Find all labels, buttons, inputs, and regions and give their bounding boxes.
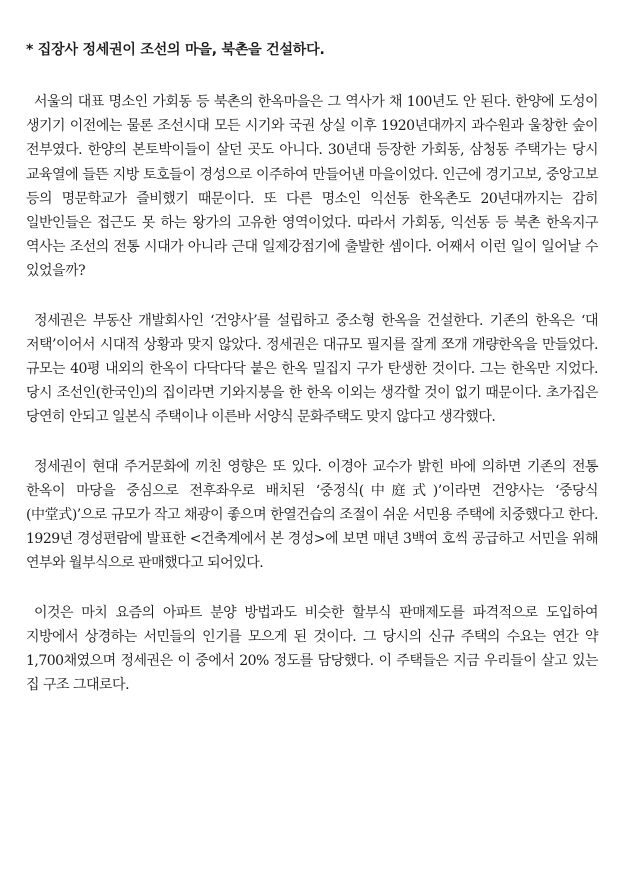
- document-page: [26, 40, 598, 721]
- document-heading: * 집장사 정세권이 조선의 마을, 북촌을 건설하다.: [26, 42, 325, 58]
- paragraph-2: 정세권은 부동산 개발회사인 ‘건양사’를 설립하고 중소형 한옥을 건설한다. 기존의 한옥은 ‘대 저택’이어서 시대적 상황과 맞지 않았다. 정세권은 대규모 필지를 잘게 쪼개 개량한옥을 만들었다. 규모는 40평 내외의 한옥이 다닥다닥 붙은 한옥 밀집지 구가 탄생한 것이다. 그는 한옥만 지었다. 당시 조선인(한국인)의 집이라면 기와지붕을 한 한옥 이외는 생각할 것이 없기 때문이다. 초가집은 당연히 안되고 일본식 주택이나 이른바 서양식 문화주택도 맞지 않다고 생각했다.: [26, 312, 598, 426]
- paragraph-3: 정세권이 현대 주거문화에 끼친 영향은 또 있다. 이경아 교수가 밝힌 바에 의하면 기존의 전통 한옥이 마당을 중심으로 전후좌우로 배치된 ‘중정식(中庭式)’이라면 건양사는 ‘중당식(中堂式)’으로 규모가 작고 채광이 좋으며 한열건습의 조절이 쉬운 서민용 주택에 치중했다고 한다. 1929년 경성편람에 발표한 <건축계에서 본 경성>에 보면 매년 3백여 호씩 공급하고 서민을 위해 연부와 월부식으로 판매했다고 되어있다.: [26, 458, 598, 572]
- paragraph-1: 서울의 대표 명소인 가회동 등 북촌의 한옥마을은 그 역사가 채 100년도 안 된다. 한양에 도성이 생기기 이전에는 물론 조선시대 모든 시기와 국권 상실 이후 1920년대까지 과수원과 울창한 숲이 전부였다. 한양의 본토박이들이 살던 곳도 아니다. 30년대 등장한 가회동, 삼청동 주택가는 당시 교육열에 들뜬 지방 토호들이 경성으로 이주하여 만들어낸 마을이었다. 인근에 경기고보, 중앙고보 등의 명문학교가 즐비했기 때문이다. 또 다른 명소인 익선동 한옥촌도 20년대까지는 감히 일반인들은 접근도 못 하는 왕가의 고유한 영역이었다. 따라서 가회동, 익선동 등 북촌 한옥지구 역사는 조선의 전통 시대가 아니라 근대 일제강점기에 출발한 셈이다. 어째서 이런 일이 일어날 수 있었을까?: [26, 94, 598, 280]
- paragraph-4: 이것은 마치 요즘의 아파트 분양 방법과도 비슷한 할부식 판매제도를 파격적으로 도입하여 지방에서 상경하는 서민들의 인기를 모으게 된 것이다. 그 당시의 신규 주택의 수요는 연간 약 1,700채였으며 정세권은 이 중에서 20% 정도를 담당했다. 이 주택들은 지금 우리들이 살고 있는 집 구조 그대로다.: [26, 604, 598, 694]
